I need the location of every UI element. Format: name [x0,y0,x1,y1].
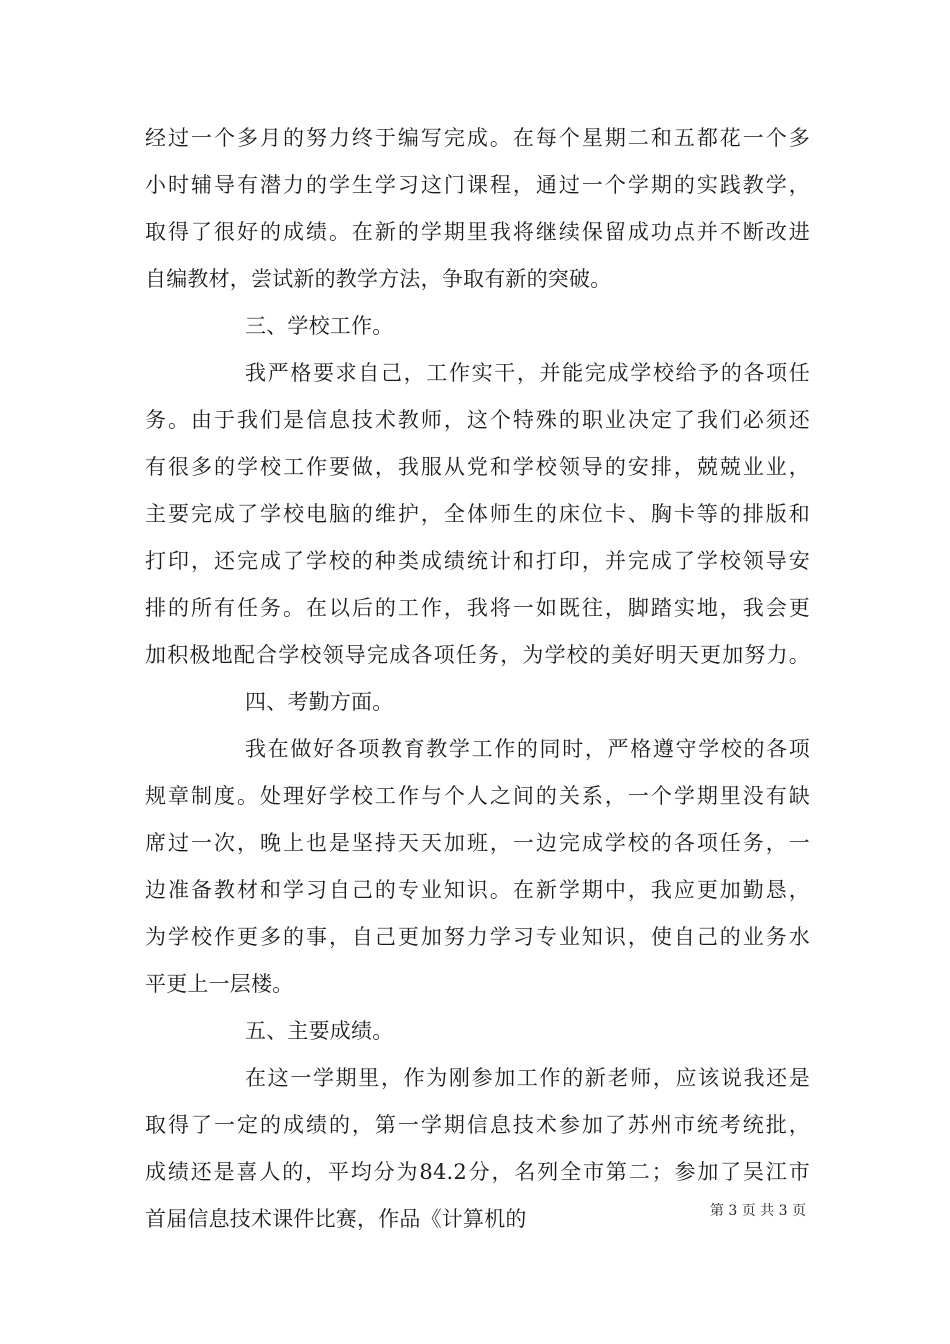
text-line: 主要完成了学校电脑的维护，全体师生的床位卡、胸卡等的排版和 [145,502,810,526]
text-line: 首届信息技术课件比赛，作品《计算机的 [145,1207,527,1231]
text-line: 我严格要求自己，工作实干，并能完成学校给予的各项任 [245,361,810,385]
text-line: 取得了一定的成绩的，第一学期信息技术参加了苏州市统考统批， [145,1113,810,1137]
text-line: 小时辅导有潜力的学生学习这门课程，通过一个学期的实践教学， [145,173,810,197]
text-line: 四、考勤方面。 [245,690,394,714]
text-line: 在这一学期里，作为刚参加工作的新老师，应该说我还是 [245,1066,810,1090]
text-line: 有很多的学校工作要做，我服从党和学校领导的安排，兢兢业业， [145,455,810,479]
text-line: 经过一个多月的努力终于编写完成。在每个星期二和五都花一个多 [145,126,810,150]
page-number: 第 3 页 共 3 页 [709,1203,806,1219]
text-line: 加积极地配合学校领导完成各项任务，为学校的美好明天更加努力。 [145,643,810,667]
text-line: 取得了很好的成绩。在新的学期里我将继续保留成功点并不断改进 [145,220,810,244]
text-line: 自编教材，尝试新的教学方法，争取有新的突破。 [145,267,612,291]
text-line: 为学校作更多的事，自己更加努力学习专业知识，使自己的业务水 [145,925,810,949]
text-line: 打印，还完成了学校的种类成绩统计和打印，并完成了学校领导安 [145,549,810,573]
text-line: 三、学校工作。 [245,314,394,338]
text-line: 规章制度。处理好学校工作与个人之间的关系，一个学期里没有缺 [145,784,810,808]
text-line: 务。由于我们是信息技术教师，这个特殊的职业决定了我们必须还 [145,408,810,432]
text-line: 边准备教材和学习自己的专业知识。在新学期中，我应更加勤恳， [145,878,810,902]
text-line: 成绩还是喜人的，平均分为84.2分，名列全市第二；参加了吴江市 [145,1160,810,1184]
document-body [145,115,810,1243]
text-line: 排的所有任务。在以后的工作，我将一如既往，脚踏实地，我会更 [145,596,810,620]
text-line: 五、主要成绩。 [245,1019,394,1043]
text-line: 席过一次，晚上也是坚持天天加班，一边完成学校的各项任务，一 [145,831,810,855]
text-line: 平更上一层楼。 [145,972,294,996]
text-line: 我在做好各项教育教学工作的同时，严格遵守学校的各项 [245,737,810,761]
